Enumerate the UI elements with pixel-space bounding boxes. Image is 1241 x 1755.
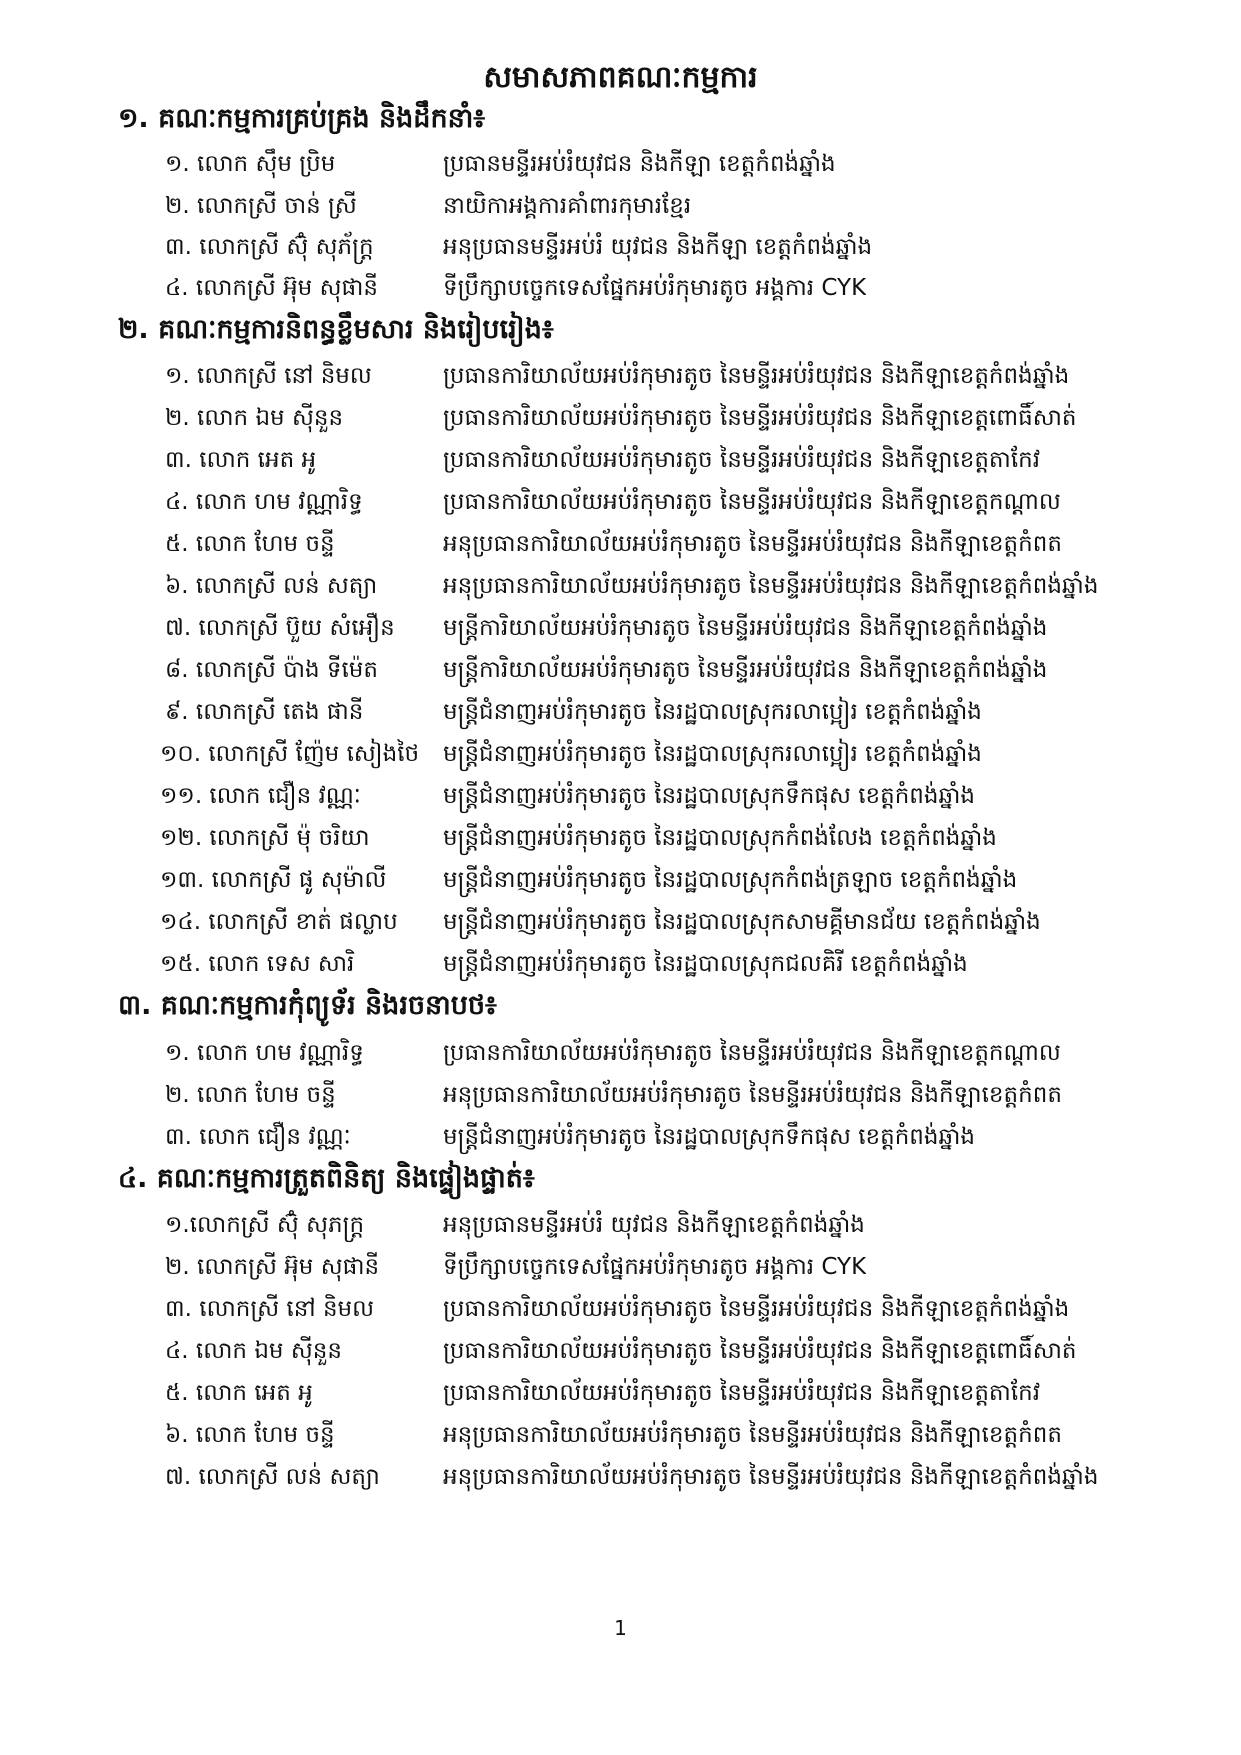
member-name: ១. លោកស្រី នៅ និមល	[165, 363, 372, 389]
list-item	[0, 734, 1241, 774]
member-name: ៣. លោកស្រី ស៊ុំ សុភ័ក្ត្រ	[165, 234, 374, 260]
list-item	[0, 1247, 1241, 1287]
list-item	[0, 860, 1241, 900]
section-heading-review-verification: ៤. គណៈកម្មការត្រួតពិនិត្យ និងផ្ទៀងផ្ទាត់៖	[118, 1163, 535, 1194]
list-item	[0, 692, 1241, 732]
list-item	[0, 776, 1241, 816]
member-role: ប្រធានការិយាល័យអប់រំកុមារតូច នៃមន្ទីរអប់រំយុវជន និងកីឡាខេត្តកំពង់ឆ្នាំង	[443, 363, 1070, 389]
member-name: ១៤. លោកស្រី ខាត់ ផល្លាប	[160, 909, 398, 935]
member-name: ១២. លោកស្រី ម៉ុ ចរិយា	[160, 825, 370, 851]
member-role: មន្ត្រីជំនាញអប់រំកុមារតូច នៃរដ្ឋបាលស្រុកកំពង់លែង ខេត្តកំពង់ឆ្នាំង	[443, 825, 997, 851]
list-item	[0, 398, 1241, 438]
list-item	[0, 650, 1241, 690]
member-name: ៤. លោក ឯម ស៊ីនួន	[165, 1338, 342, 1364]
member-role: អនុប្រធានការិយាល័យអប់រំកុមារតូច នៃមន្ទីរអប់រំយុវជន និងកីឡាខេត្តកំពង់ឆ្នាំង	[443, 1464, 1099, 1490]
list-item	[0, 1415, 1241, 1455]
member-role: នាយិកាអង្គការគាំពារកុមារខ្មែរ	[443, 193, 692, 219]
section-heading-content-writing: ២. គណៈកម្មការនិពន្ធខ្លឹមសារ និងរៀបរៀង៖	[118, 314, 554, 345]
list-item	[0, 902, 1241, 942]
list-item	[0, 356, 1241, 396]
member-role: ប្រធានការិយាល័យអប់រំកុមារតូច នៃមន្ទីរអប់រំយុវជន និងកីឡាខេត្តកណ្តាល	[443, 1040, 1061, 1066]
list-item	[0, 186, 1241, 226]
member-role: មន្ត្រីជំនាញអប់រំកុមារតូច នៃរដ្ឋបាលស្រុកសាមគ្គីមានជ័យ ខេត្តកំពង់ឆ្នាំង	[443, 909, 1041, 935]
member-role: មន្ត្រីជំនាញអប់រំកុមារតូច នៃរដ្ឋបាលស្រុករលាប្អៀរ ខេត្តកំពង់ឆ្នាំង	[443, 741, 982, 767]
member-role: មន្ត្រីជំនាញអប់រំកុមារតូច នៃរដ្ឋបាលស្រុកកំពង់ត្រឡាច ខេត្តកំពង់ឆ្នាំង	[443, 867, 1018, 893]
member-name: ១. លោក ស៊ឹម ប្រិម	[165, 151, 336, 177]
member-role: ប្រធានការិយាល័យអប់រំកុមារតូច នៃមន្ទីរអប់រំយុវជន និងកីឡាខេត្តកណ្តាល	[443, 489, 1061, 515]
member-role: មន្ត្រីជំនាញអប់រំកុមារតូច នៃរដ្ឋបាលស្រុកទឹកផុស ខេត្តកំពង់ឆ្នាំង	[443, 783, 976, 809]
list-item	[0, 440, 1241, 480]
member-role: ប្រធានមន្ទីរអប់រំយុវជន និងកីឡា ខេត្តកំពង់ឆ្នាំង	[443, 151, 836, 177]
list-item	[0, 1373, 1241, 1413]
member-role: ទីប្រឹក្សាបច្ចេកទេសផ្នែកអប់រំកុមារតូច អង្គការ CYK	[443, 275, 867, 301]
member-name: ៦. លោក ហែម ចន្ទី	[165, 1422, 335, 1448]
list-item	[0, 1033, 1241, 1073]
member-role: ទីប្រឹក្សាបច្ចេកទេសផ្នែកអប់រំកុមារតូច អង្គការ CYK	[443, 1254, 867, 1280]
member-name: ១. លោក ហម វណ្ណារិទ្ធ	[165, 1040, 364, 1066]
member-role: អនុប្រធានការិយាល័យអប់រំកុមារតូច នៃមន្ទីរអប់រំយុវជន និងកីឡាខេត្តកំពង់ឆ្នាំង	[443, 573, 1099, 599]
list-item	[0, 268, 1241, 308]
member-name: ៦. លោកស្រី លន់ សត្យា	[165, 573, 378, 599]
member-role: ប្រធានការិយាល័យអប់រំកុមារតូច នៃមន្ទីរអប់រំយុវជន និងកីឡាខេត្តតាកែវ	[443, 1380, 1041, 1406]
member-role: អនុប្រធានការិយាល័យអប់រំកុមារតូច នៃមន្ទីរអប់រំយុវជន និងកីឡាខេត្តកំពត	[443, 531, 1062, 557]
member-name: ១១. លោក ជឿន វណ្ណៈ	[160, 783, 361, 809]
list-item	[0, 1457, 1241, 1497]
list-item	[0, 944, 1241, 984]
member-name: ៨. លោកស្រី ប៉ាង ទីម៉េត	[165, 657, 378, 683]
member-name: ១.លោកស្រី ស៊ុំ សុភក្រ្ត	[165, 1212, 365, 1238]
member-name: ២. លោក ហែម ចន្ទី	[165, 1082, 336, 1108]
member-name: ៣. លោកស្រី នៅ និមល	[165, 1296, 375, 1322]
member-name: ១៣. លោកស្រី ផូ សុម៉ាលី	[160, 867, 387, 893]
member-name: ២. លោកស្រី ចាន់ ស្រី	[165, 193, 357, 219]
member-name: ៥. លោក ហែម ចន្ទី	[165, 531, 335, 557]
member-name: ៣. លោក អេត អូ	[165, 447, 317, 473]
list-item	[0, 1289, 1241, 1329]
member-role: មន្ត្រីជំនាញអប់រំកុមារតូច នៃរដ្ឋបាលស្រុកទឹកផុស ខេត្តកំពង់ឆ្នាំង	[443, 1124, 976, 1150]
list-item	[0, 1331, 1241, 1371]
member-role: ប្រធានការិយាល័យអប់រំកុមារតូច នៃមន្ទីរអប់រំយុវជន និងកីឡាខេត្តកំពង់ឆ្នាំង	[443, 1296, 1070, 1322]
page-number: 1	[614, 1616, 627, 1640]
member-name: ១០. លោកស្រី ញ៉ែម សៀងថៃ	[160, 741, 420, 767]
member-role: អនុប្រធានការិយាល័យអប់រំកុមារតូច នៃមន្ទីរអប់រំយុវជន និងកីឡាខេត្តកំពត	[443, 1082, 1062, 1108]
list-item	[0, 1205, 1241, 1245]
list-item	[0, 566, 1241, 606]
member-role: អនុប្រធានមន្ទីរអប់រំ យុវជន និងកីឡាខេត្តកំពង់ឆ្នាំង	[443, 1212, 865, 1238]
member-role: មន្ត្រីការិយាល័យអប់រំកុមារតូច នៃមន្ទីរអប់រំយុវជន និងកីឡាខេត្តកំពង់ឆ្នាំង	[443, 657, 1048, 683]
list-item	[0, 1075, 1241, 1115]
member-name: ១៥. លោក ទេស សារិ	[160, 951, 355, 977]
member-role: មន្ត្រីជំនាញអប់រំកុមារតូច នៃរដ្ឋបាលស្រុករលាប្អៀរ ខេត្តកំពង់ឆ្នាំង	[443, 699, 982, 725]
member-name: ៥. លោក អេត អូ	[165, 1380, 313, 1406]
member-name: ២. លោក ឯម ស៊ីនួន	[165, 405, 344, 431]
list-item	[0, 144, 1241, 184]
member-role: ប្រធានការិយាល័យអប់រំកុមារតូច នៃមន្ទីរអប់រំយុវជន និងកីឡាខេត្តតាកែវ	[443, 447, 1041, 473]
list-item	[0, 524, 1241, 564]
list-item	[0, 482, 1241, 522]
list-item	[0, 608, 1241, 648]
member-name: ៧. លោកស្រី លន់ សត្យា	[165, 1464, 380, 1490]
member-name: ៤. លោក ហម វណ្ណារិទ្ធ	[165, 489, 363, 515]
section-heading-management: ១. គណៈកម្មការគ្រប់គ្រង និងដឹកនាំ៖	[118, 103, 486, 134]
member-role: ប្រធានការិយាល័យអប់រំកុមារតូច នៃមន្ទីរអប់រំយុវជន និងកីឡាខេត្តពោធិ៍សាត់	[443, 405, 1077, 431]
member-role: មន្ត្រីជំនាញអប់រំកុមារតូច នៃរដ្ឋបាលស្រុកជលគិរី ខេត្តកំពង់ឆ្នាំង	[443, 951, 968, 977]
member-role: ប្រធានការិយាល័យអប់រំកុមារតូច នៃមន្ទីរអប់រំយុវជន និងកីឡាខេត្តពោធិ៍សាត់	[443, 1338, 1077, 1364]
section-heading-computer-design: ៣. គណៈកម្មការកុំព្យូទ័រ និងរចនាបថ៖	[118, 990, 497, 1021]
member-name: ៣. លោក ជឿន វណ្ណៈ	[165, 1124, 351, 1150]
member-name: ៧. លោកស្រី ប៊ួយ សំអឿន	[165, 615, 395, 641]
member-role: អនុប្រធានការិយាល័យអប់រំកុមារតូច នៃមន្ទីរអប់រំយុវជន និងកីឡាខេត្តកំពត	[443, 1422, 1062, 1448]
list-item	[0, 818, 1241, 858]
member-role: មន្ត្រីការិយាល័យអប់រំកុមារតូច នៃមន្ទីរអប់រំយុវជន និងកីឡាខេត្តកំពង់ឆ្នាំង	[443, 615, 1048, 641]
member-name: ៤. លោកស្រី អ៊ុម សុផានី	[165, 275, 378, 301]
member-role: អនុប្រធានមន្ទីរអប់រំ យុវជន និងកីឡា ខេត្តកំពង់ឆ្នាំង	[443, 234, 873, 260]
page-title: សមាសភាពគណៈកម្មការ	[483, 60, 758, 95]
member-name: ៩. លោកស្រី តេង ផានី	[165, 699, 364, 725]
list-item	[0, 227, 1241, 267]
member-name: ២. លោកស្រី អ៊ុម សុផានី	[165, 1254, 380, 1280]
list-item	[0, 1117, 1241, 1157]
